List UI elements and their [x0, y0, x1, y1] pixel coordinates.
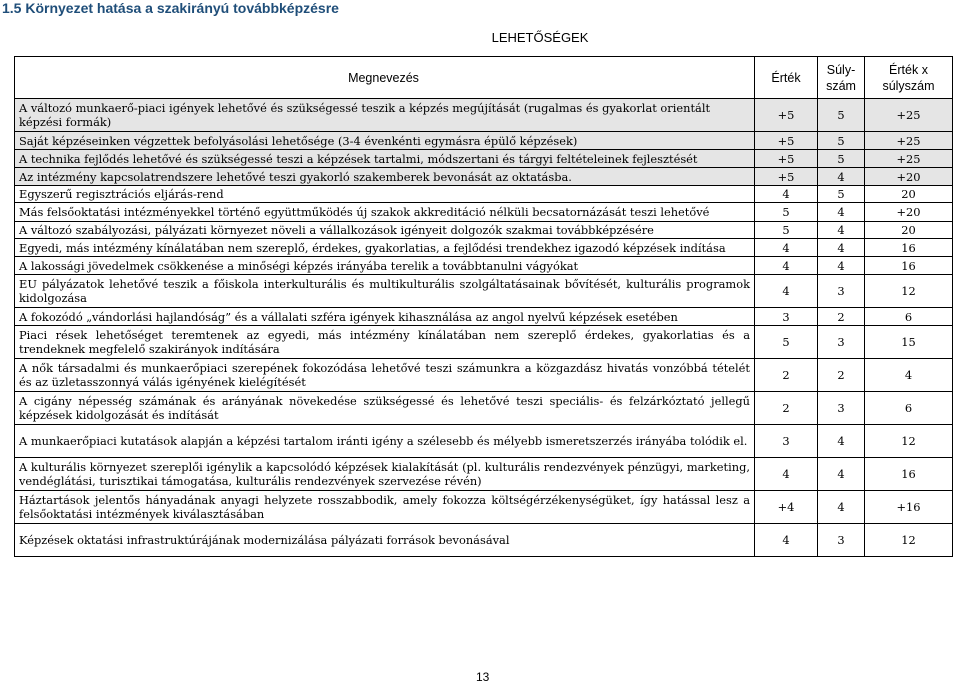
row-weight: 2	[818, 359, 865, 392]
row-description: Képzések oktatási infrastruktúrájának modernizálása pályázati források bevonásával	[15, 524, 755, 557]
row-value: 4	[755, 257, 818, 275]
row-score: +20	[865, 203, 953, 222]
row-weight: 5	[818, 150, 865, 168]
header-weight: Súly-szám	[818, 57, 865, 99]
row-description: Saját képzéseinken végzettek befolyásolási lehetősége (3-4 évenkénti egymásra épülő képzések)	[15, 132, 755, 150]
row-value: 5	[755, 203, 818, 222]
row-description: EU pályázatok lehetővé teszik a főiskola interkulturális és multikulturális szolgáltatásainak bővítését, kulturális programok kidolgozása	[15, 275, 755, 308]
row-description: Háztartások jelentős hányadának anyagi helyzete rosszabbodik, amely fokozza költségérzékenységüket, így hatással lesz a felsőoktatási intézmények kiválasztásában	[15, 491, 755, 524]
row-score: 12	[865, 524, 953, 557]
row-score: 16	[865, 458, 953, 491]
opportunities-table	[14, 56, 953, 557]
table-title: LEHETŐSÉGEK	[491, 30, 589, 45]
row-weight: 3	[818, 275, 865, 308]
row-score: +16	[865, 491, 953, 524]
row-score: 6	[865, 392, 953, 425]
table-row	[15, 150, 953, 168]
row-score: 12	[865, 425, 953, 458]
row-description: A fokozódó „vándorlási hajlandóság” és a vállalati szféra igények kihasználása az angol nyelvű képzések esetében	[15, 308, 755, 326]
row-weight: 4	[818, 425, 865, 458]
table-row	[15, 168, 953, 186]
row-weight: 5	[818, 132, 865, 150]
table-row	[15, 239, 953, 257]
row-value: +5	[755, 150, 818, 168]
row-description: Más felsőoktatási intézményekkel történő együttműködés új szakok akkreditáció nélküli becsatornázását teszi lehetővé	[15, 203, 755, 222]
row-weight: 4	[818, 491, 865, 524]
row-weight: 4	[818, 222, 865, 239]
row-description: A kulturális környezet szereplői igénylik a kapcsolódó képzések kialakítását (pl. kulturális rendezvények pénzügyi, marketing, vendéglátási, turisztikai támogatása, kulturális rendezvények szervezése révén)	[15, 458, 755, 491]
row-value: 4	[755, 524, 818, 557]
table-row	[15, 308, 953, 326]
row-value: 4	[755, 239, 818, 257]
header-name: Megnevezés	[15, 57, 755, 99]
table-row	[15, 425, 953, 458]
row-description: Az intézmény kapcsolatrendszere lehetővé teszi gyakorló szakemberek bevonását az oktatásba.	[15, 168, 755, 186]
row-score: 4	[865, 359, 953, 392]
row-score: +20	[865, 168, 953, 186]
row-description: A technika fejlődés lehetővé és szükségessé teszi a képzések tartalmi, módszertani és tárgyi feltételeinek fejlesztését	[15, 150, 755, 168]
table-row	[15, 524, 953, 557]
table-row	[15, 186, 953, 203]
table-row	[15, 99, 953, 132]
row-score: 16	[865, 239, 953, 257]
table-row	[15, 392, 953, 425]
row-score: 16	[865, 257, 953, 275]
row-weight: 5	[818, 186, 865, 203]
table-row	[15, 359, 953, 392]
row-value: +4	[755, 491, 818, 524]
row-value: 4	[755, 186, 818, 203]
table-row	[15, 458, 953, 491]
row-score: 12	[865, 275, 953, 308]
row-weight: 4	[818, 168, 865, 186]
row-weight: 4	[818, 203, 865, 222]
row-score: +25	[865, 99, 953, 132]
row-value: 4	[755, 275, 818, 308]
header-score: Érték x súlyszám	[865, 57, 953, 99]
row-description: A változó szabályozási, pályázati környezet növeli a vállalkozások igényeit dolgozók szakmai továbbképzésére	[15, 222, 755, 239]
row-description: A munkaerőpiaci kutatások alapján a képzési tartalom iránti igény a szélesebb és mélyebb ismeretszerzés irányába tolódik el.	[15, 425, 755, 458]
row-value: 3	[755, 308, 818, 326]
row-weight: 4	[818, 257, 865, 275]
row-score: 20	[865, 222, 953, 239]
row-value: 5	[755, 326, 818, 359]
row-weight: 3	[818, 392, 865, 425]
table-row	[15, 222, 953, 239]
row-description: A lakossági jövedelmek csökkenése a minőségi képzés irányába terelik a továbbtanulni vágyókat	[15, 257, 755, 275]
table-row	[15, 203, 953, 222]
row-weight: 2	[818, 308, 865, 326]
table-row	[15, 132, 953, 150]
row-description: A cigány népesség számának és arányának növekedése szükségessé és lehetővé teszi speciális- és felzárkóztató jellegű képzések kidolgozását és indítását	[15, 392, 755, 425]
row-weight: 4	[818, 239, 865, 257]
row-value: 3	[755, 425, 818, 458]
row-score: 15	[865, 326, 953, 359]
row-value: 4	[755, 458, 818, 491]
table-row	[15, 491, 953, 524]
table-row	[15, 257, 953, 275]
row-description: Egyedi, más intézmény kínálatában nem szereplő, érdekes, gyakorlatias, a fejlődési trendekhez igazodó képzések indítása	[15, 239, 755, 257]
row-score: +25	[865, 132, 953, 150]
row-score: 6	[865, 308, 953, 326]
page-number: 13	[476, 670, 490, 684]
row-description: Piaci rések lehetőséget teremtenek az egyedi, más intézmény kínálatában nem szereplő érdekes, gyakorlatias és a trendeknek megfelelő szakirányok indítására	[15, 326, 755, 359]
row-score: 20	[865, 186, 953, 203]
row-weight: 5	[818, 99, 865, 132]
row-weight: 3	[818, 524, 865, 557]
row-description: A változó munkaerő-piaci igények lehetővé és szükségessé teszik a képzés megújítását (rugalmas és gyakorlat orientált képzési formák)	[15, 99, 755, 132]
row-value: 5	[755, 222, 818, 239]
row-score: +25	[865, 150, 953, 168]
header-value: Érték	[755, 57, 818, 99]
row-value: +5	[755, 168, 818, 186]
row-value: +5	[755, 99, 818, 132]
row-weight: 4	[818, 458, 865, 491]
row-value: +5	[755, 132, 818, 150]
row-weight: 3	[818, 326, 865, 359]
table-row	[15, 275, 953, 308]
row-value: 2	[755, 392, 818, 425]
row-value: 2	[755, 359, 818, 392]
header-row	[15, 57, 953, 99]
row-description: Egyszerű regisztrációs eljárás-rend	[15, 186, 755, 203]
row-description: A nők társadalmi és munkaerőpiaci szerepének fokozódása lehetővé teszi számunkra a közgazdász hivatás vonzóbbá tételét és az üzletasszonnyá válás igényének kielégítését	[15, 359, 755, 392]
section-heading: 1.5 Környezet hatása a szakirányú továbbképzésre	[2, 0, 339, 16]
table-row	[15, 326, 953, 359]
